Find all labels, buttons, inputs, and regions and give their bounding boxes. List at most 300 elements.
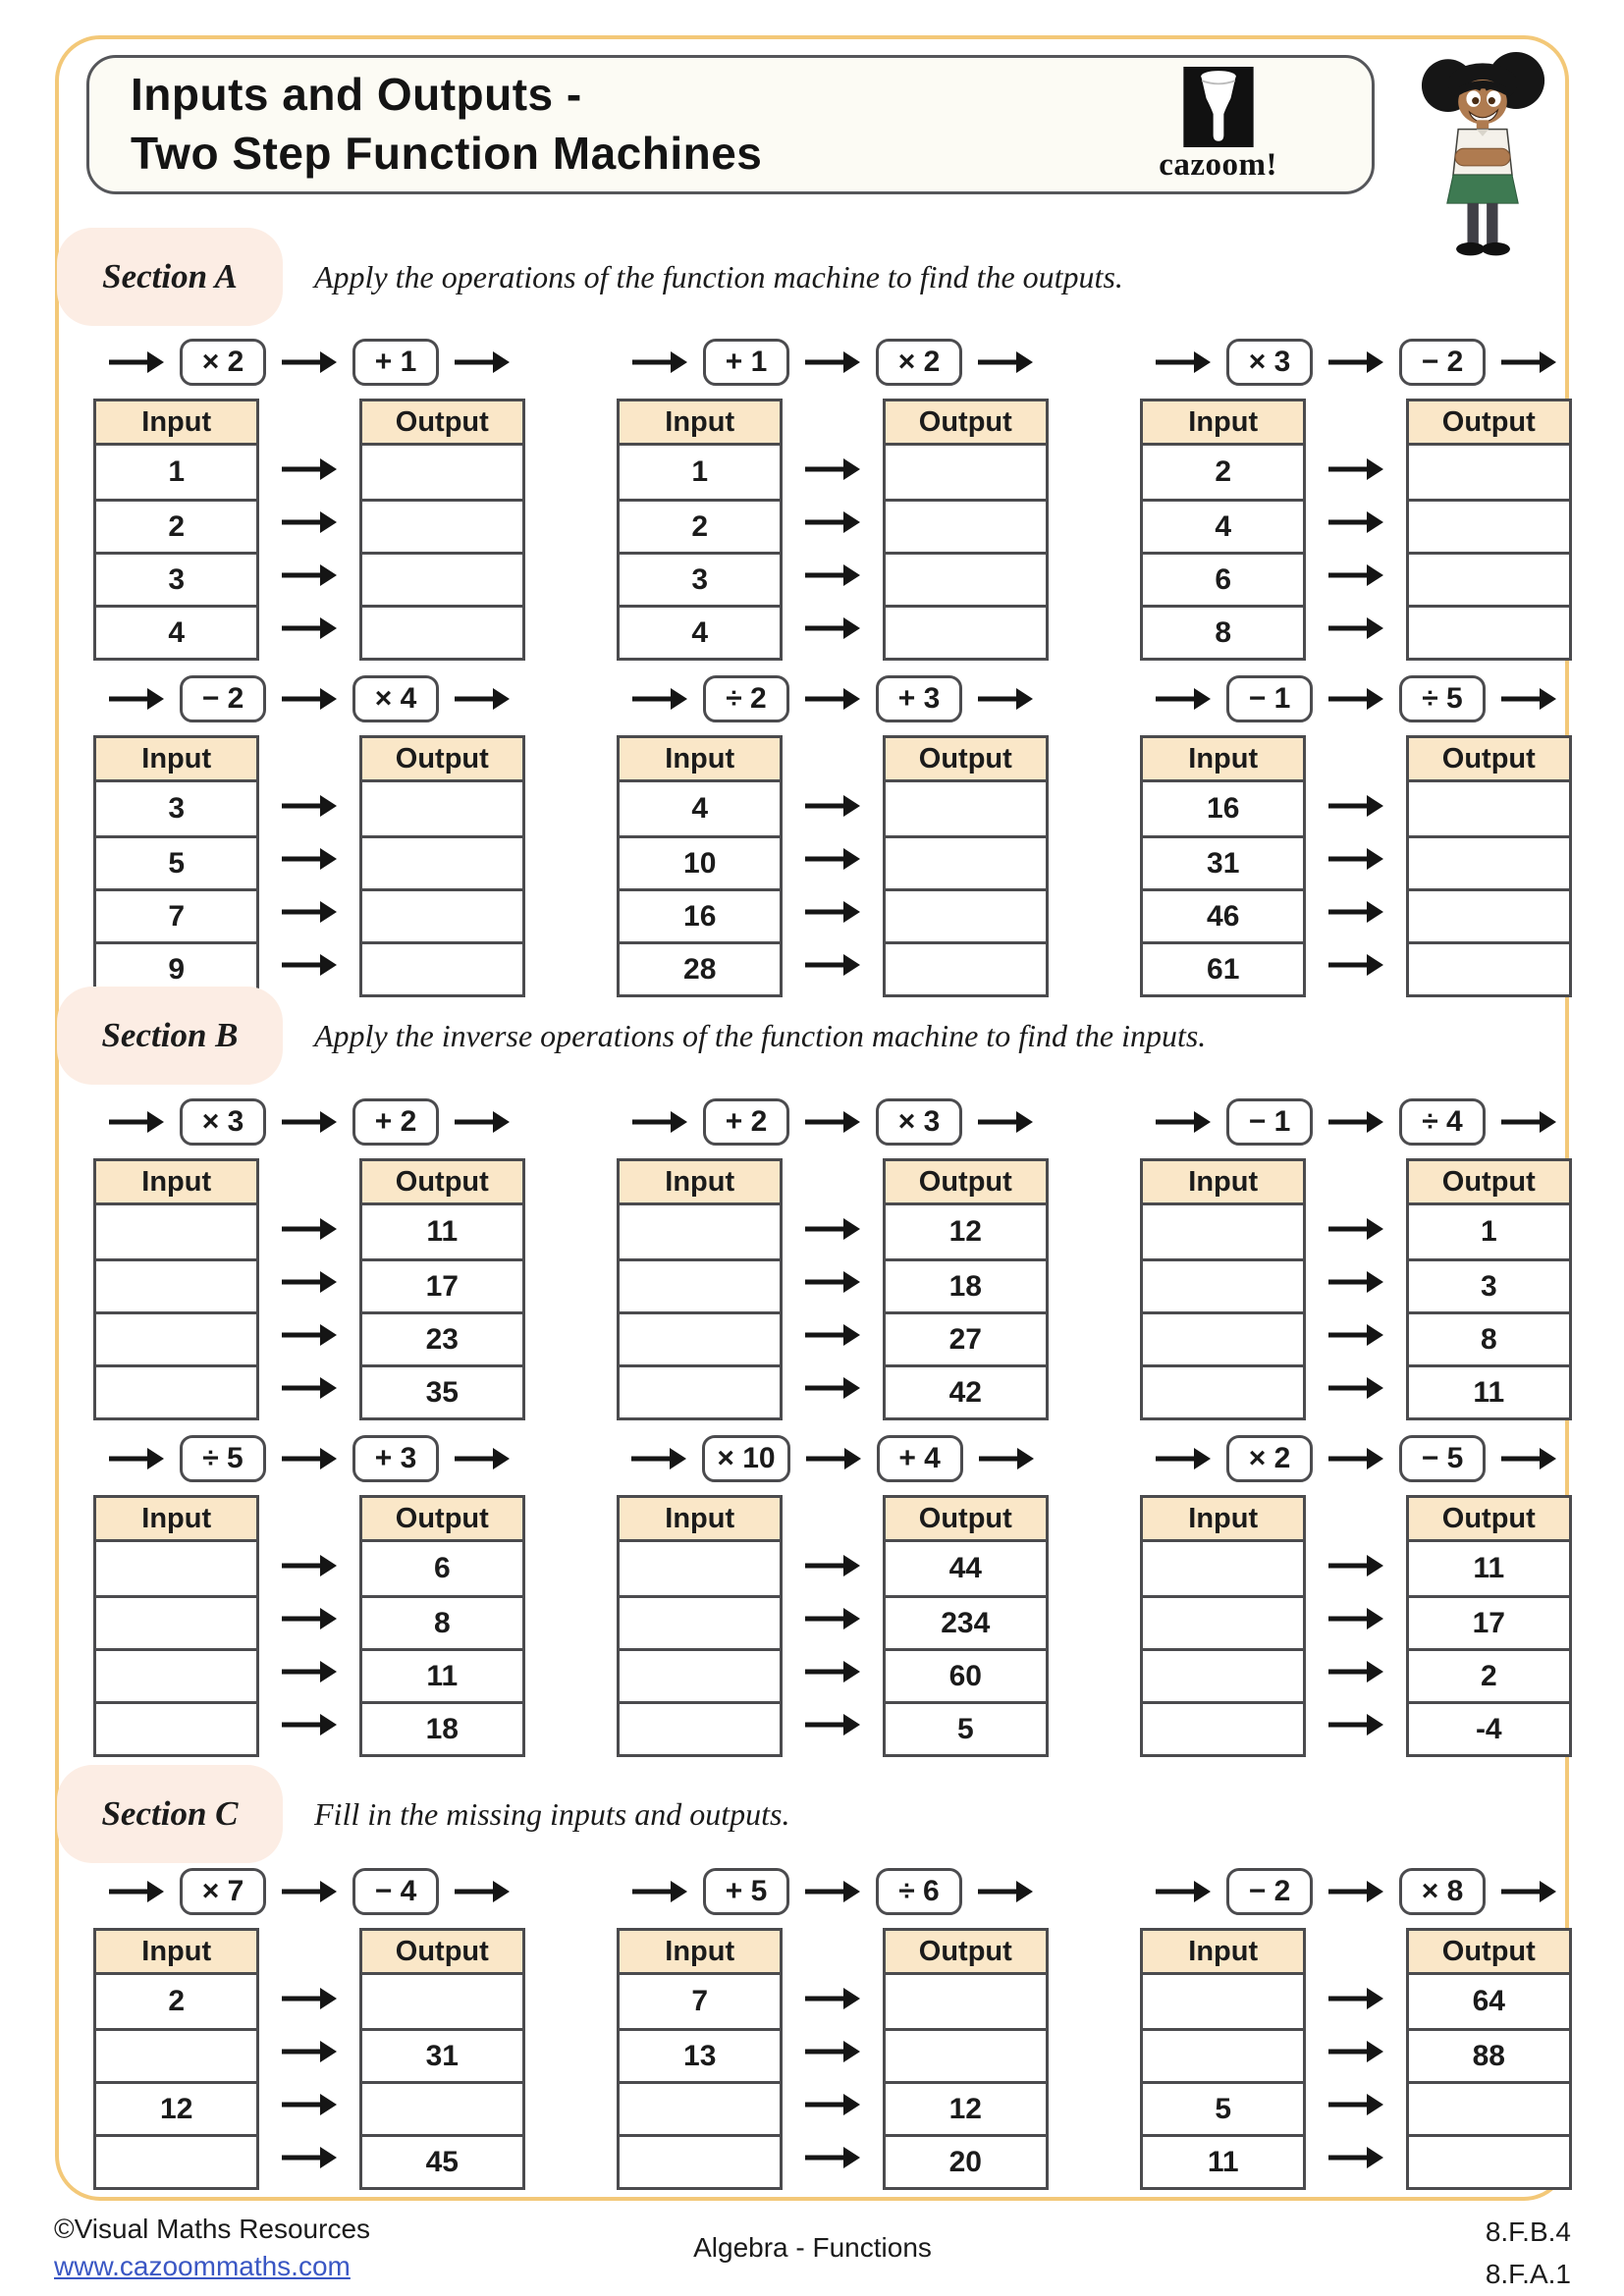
row-arrow-icon: [1328, 794, 1383, 818]
input-cell: [620, 2134, 780, 2187]
row-arrow-slot: [1306, 496, 1405, 549]
output-table: [1406, 1158, 1572, 1420]
output-table: [883, 1495, 1049, 1757]
output-cell: [362, 835, 522, 888]
operation-box-1: + 1: [703, 339, 789, 386]
input-column: [620, 446, 780, 658]
input-cell: [1143, 1364, 1303, 1417]
row-arrow-icon: [805, 1713, 860, 1736]
input-cell: 46: [1143, 888, 1303, 941]
row-arrow-icon: [282, 900, 337, 924]
function-machine: [1140, 674, 1572, 997]
operation-row: [1140, 1434, 1572, 1483]
output-cell: [362, 499, 522, 552]
row-arrow-icon: [805, 847, 860, 871]
input-cell: 16: [1207, 792, 1240, 825]
input-cell: 5: [96, 835, 256, 888]
flow-arrow-icon: [805, 350, 860, 374]
output-cell: [362, 552, 522, 605]
input-cell: 5: [1143, 2081, 1303, 2134]
operation-box-2: + 3: [876, 675, 962, 722]
row-arrow-icon: [282, 1323, 337, 1347]
output-cell: [1409, 2134, 1569, 2187]
input-table: [93, 1495, 259, 1757]
operation-row: [93, 1867, 525, 1916]
function-machine: [93, 338, 525, 661]
input-cell: 31: [1143, 835, 1303, 888]
input-column: [620, 1975, 780, 2187]
output-column: [886, 782, 1046, 994]
flow-arrow-icon: [1501, 1110, 1556, 1134]
function-machine: [1140, 338, 1572, 661]
input-header: Input: [96, 1498, 256, 1542]
row-arrow-icon: [1328, 1217, 1383, 1241]
output-header: Output: [362, 401, 522, 446]
input-header: Input: [620, 1161, 780, 1205]
footer-topic-label: Algebra - Functions: [693, 2232, 932, 2263]
function-machine: [617, 338, 1049, 661]
flow-arrow-icon: [455, 350, 510, 374]
flow-arrow-icon: [455, 1880, 510, 1903]
operation-box-2: − 2: [1399, 339, 1486, 386]
row-arrow-slot: [783, 443, 882, 496]
operation-box-1: × 2: [180, 339, 266, 386]
output-cell: [886, 552, 1046, 605]
flow-arrow-icon: [978, 687, 1033, 711]
output-cell: 88: [1409, 2028, 1569, 2081]
output-cell: [886, 605, 1046, 658]
output-cell: 11: [1473, 1552, 1505, 1584]
row-arrow-icon: [1328, 1323, 1383, 1347]
output-cell: [362, 605, 522, 658]
row-arrows: [259, 1158, 358, 1415]
section-c-header: [57, 1765, 789, 1863]
input-table: [93, 399, 259, 661]
row-arrow-slot: [783, 832, 882, 885]
output-cell: -4: [1409, 1701, 1569, 1754]
input-cell: [96, 1364, 256, 1417]
output-cell: [886, 446, 1046, 499]
output-table: [1406, 1495, 1572, 1757]
operation-row: [93, 674, 525, 723]
output-table: [359, 735, 525, 997]
flow-arrow-icon: [282, 1880, 337, 1903]
row-arrow-slot: [783, 2131, 882, 2184]
row-arrow-slot: [1306, 938, 1405, 991]
input-header: Input: [620, 1498, 780, 1542]
row-arrows: [259, 1928, 358, 2184]
output-column: [886, 1205, 1046, 1417]
row-arrow-icon: [805, 457, 860, 481]
input-table: [1140, 1495, 1306, 1757]
section-a-header: [57, 228, 1123, 326]
operation-box-2: + 4: [877, 1435, 963, 1482]
input-header: Input: [96, 1931, 256, 1975]
row-arrow-icon: [1328, 2040, 1383, 2063]
output-column: [886, 446, 1046, 658]
row-arrows: [783, 735, 882, 991]
row-arrows: [1306, 1158, 1405, 1415]
output-cell: 3: [1409, 1258, 1569, 1311]
row-arrow-slot: [1306, 1972, 1405, 2025]
operation-row: [617, 1434, 1049, 1483]
function-machine: [617, 1434, 1049, 1757]
io-tables: [617, 1495, 1049, 1757]
input-cell: 8: [1143, 605, 1303, 658]
row-arrow-icon: [805, 900, 860, 924]
io-tables: [617, 1158, 1049, 1420]
row-arrows: [783, 399, 882, 655]
input-cell: [96, 1258, 256, 1311]
input-cell: [1143, 1701, 1303, 1754]
flow-arrow-icon: [978, 350, 1033, 374]
operation-box-2: + 3: [352, 1435, 439, 1482]
row-arrow-icon: [282, 1554, 337, 1577]
operation-box-2: ÷ 4: [1399, 1098, 1486, 1146]
operation-box-1: × 3: [1226, 339, 1313, 386]
row-arrow-slot: [783, 1362, 882, 1415]
input-cell: [620, 1364, 780, 1417]
output-cell: 6: [433, 1552, 451, 1584]
row-arrow-icon: [805, 1987, 860, 2010]
input-cell: 9: [96, 941, 256, 994]
section-c-machines: [93, 1867, 1572, 2190]
row-arrow-slot: [1306, 2131, 1405, 2184]
output-table: [883, 735, 1049, 997]
row-arrow-icon: [805, 1660, 860, 1683]
output-table: [359, 1495, 525, 1757]
row-arrow-slot: [1306, 602, 1405, 655]
flow-arrow-icon: [979, 1447, 1034, 1470]
row-arrow-slot: [783, 779, 882, 832]
row-arrows: [1306, 735, 1405, 991]
output-header: Output: [362, 1161, 522, 1205]
output-cell: [1409, 888, 1569, 941]
input-table: [617, 399, 783, 661]
output-cell: [1409, 446, 1569, 499]
input-cell: 13: [620, 2028, 780, 2081]
flow-arrow-icon: [109, 1110, 164, 1134]
output-header: Output: [362, 1931, 522, 1975]
cazoom-logo-text: cazoom!: [1159, 146, 1277, 183]
cazoom-logo: [1159, 67, 1277, 184]
row-arrow-slot: [1306, 549, 1405, 602]
output-header: Output: [1409, 401, 1569, 446]
flow-arrow-icon: [1328, 1880, 1383, 1903]
input-header: Input: [620, 401, 780, 446]
input-cell: 2: [1215, 455, 1232, 488]
row-arrow-icon: [1328, 2146, 1383, 2169]
input-cell: 16: [620, 888, 780, 941]
output-cell: [362, 446, 522, 499]
input-cell: [96, 1701, 256, 1754]
row-arrow-icon: [282, 2093, 337, 2116]
input-cell: 1: [691, 455, 709, 488]
operation-row: [1140, 1867, 1572, 1916]
row-arrow-icon: [1328, 1660, 1383, 1683]
section-a-machines: [93, 338, 1572, 997]
function-machine: [617, 1867, 1049, 2190]
flow-arrow-icon: [1328, 687, 1383, 711]
function-machine: [1140, 1434, 1572, 1757]
row-arrow-icon: [1328, 847, 1383, 871]
row-arrow-slot: [783, 885, 882, 938]
row-arrow-slot: [1306, 779, 1405, 832]
output-cell: 35: [362, 1364, 522, 1417]
input-column: [96, 1542, 256, 1754]
output-cell: 234: [886, 1595, 1046, 1648]
output-cell: 18: [362, 1701, 522, 1754]
flow-arrow-icon: [109, 1880, 164, 1903]
row-arrow-slot: [259, 2025, 358, 2078]
row-arrow-icon: [282, 1607, 337, 1630]
row-arrow-icon: [282, 510, 337, 534]
output-table: [359, 399, 525, 661]
input-cell: [620, 1258, 780, 1311]
input-cell: [96, 1311, 256, 1364]
row-arrows: [1306, 1928, 1405, 2184]
output-header: Output: [1409, 1931, 1569, 1975]
flow-arrow-icon: [1501, 1447, 1556, 1470]
operation-box-1: − 1: [1226, 675, 1313, 722]
output-column: [1409, 446, 1569, 658]
output-header: Output: [362, 738, 522, 782]
section-a-instruction: Apply the operations of the function machine to find the outputs.: [314, 258, 1123, 294]
operation-box-1: + 5: [703, 1868, 789, 1915]
output-cell: [362, 888, 522, 941]
output-header: Output: [886, 738, 1046, 782]
flow-arrow-icon: [1156, 350, 1211, 374]
input-cell: [620, 1205, 780, 1258]
row-arrow-icon: [282, 1270, 337, 1294]
output-header: Output: [362, 1498, 522, 1542]
output-cell: [1409, 835, 1569, 888]
input-cell: 7: [691, 1985, 709, 2017]
output-cell: [1409, 499, 1569, 552]
operation-row: [1140, 1097, 1572, 1147]
flow-arrow-icon: [1156, 1880, 1211, 1903]
row-arrows: [783, 1495, 882, 1751]
input-cell: [620, 1648, 780, 1701]
output-cell: [1409, 941, 1569, 994]
output-cell: [886, 782, 1046, 835]
row-arrow-slot: [259, 496, 358, 549]
output-table: [359, 1928, 525, 2190]
output-cell: 8: [1409, 1311, 1569, 1364]
output-header: Output: [886, 401, 1046, 446]
input-column: [96, 1975, 256, 2187]
input-table: [617, 735, 783, 997]
operation-box-1: − 1: [1226, 1098, 1313, 1146]
output-cell: 45: [362, 2134, 522, 2187]
row-arrow-slot: [783, 1255, 882, 1308]
input-cell: [1143, 1648, 1303, 1701]
row-arrow-slot: [259, 1362, 358, 1415]
input-cell: 61: [1143, 941, 1303, 994]
row-arrow-icon: [282, 1987, 337, 2010]
footer-standard-2: 8.F.A.1: [1485, 2259, 1571, 2290]
row-arrow-slot: [259, 602, 358, 655]
input-cell: 4: [1143, 499, 1303, 552]
row-arrow-icon: [1328, 953, 1383, 977]
flow-arrow-icon: [632, 1880, 687, 1903]
input-header: Input: [1143, 1931, 1303, 1975]
row-arrow-slot: [783, 1308, 882, 1362]
row-arrow-slot: [783, 2078, 882, 2131]
output-column: [886, 1975, 1046, 2187]
row-arrow-slot: [1306, 1592, 1405, 1645]
operation-box-1: − 2: [1226, 1868, 1313, 1915]
row-arrow-icon: [805, 953, 860, 977]
output-cell: [362, 1975, 522, 2028]
output-cell: [886, 835, 1046, 888]
operation-box-2: + 2: [352, 1098, 439, 1146]
row-arrow-icon: [805, 1270, 860, 1294]
row-arrow-icon: [1328, 1713, 1383, 1736]
row-arrow-icon: [1328, 1607, 1383, 1630]
operation-row: [617, 338, 1049, 387]
row-arrow-icon: [805, 2146, 860, 2169]
flow-arrow-icon: [455, 687, 510, 711]
operation-box-1: + 2: [703, 1098, 789, 1146]
flow-arrow-icon: [1328, 350, 1383, 374]
output-cell: [362, 2081, 522, 2134]
function-machine: [93, 1434, 525, 1757]
row-arrow-icon: [282, 847, 337, 871]
output-cell: 12: [886, 2081, 1046, 2134]
output-cell: [886, 2028, 1046, 2081]
row-arrow-slot: [259, 1539, 358, 1592]
input-column: [1143, 782, 1303, 994]
operation-box-1: × 3: [180, 1098, 266, 1146]
input-column: [1143, 1975, 1303, 2187]
output-table: [359, 1158, 525, 1420]
input-cell: [1143, 2028, 1303, 2081]
page-footer: [54, 2211, 1571, 2289]
input-header: Input: [96, 401, 256, 446]
output-cell: 31: [362, 2028, 522, 2081]
section-b-header: [57, 987, 1206, 1085]
section-b-label: Section B: [57, 987, 283, 1085]
input-cell: 28: [620, 941, 780, 994]
output-cell: [1409, 782, 1569, 835]
operation-row: [1140, 674, 1572, 723]
output-cell: [1409, 2081, 1569, 2134]
output-column: [886, 1542, 1046, 1754]
row-arrow-icon: [805, 1217, 860, 1241]
output-column: [1409, 1542, 1569, 1754]
input-cell: 10: [620, 835, 780, 888]
input-header: Input: [1143, 1161, 1303, 1205]
operation-row: [93, 1434, 525, 1483]
row-arrow-icon: [805, 1323, 860, 1347]
row-arrow-icon: [1328, 1987, 1383, 2010]
function-machine: [1140, 1867, 1572, 2190]
input-header: Input: [620, 738, 780, 782]
input-column: [96, 446, 256, 658]
row-arrow-icon: [1328, 563, 1383, 587]
row-arrow-slot: [259, 1255, 358, 1308]
output-header: Output: [886, 1498, 1046, 1542]
flow-arrow-icon: [109, 687, 164, 711]
flow-arrow-icon: [631, 1447, 686, 1470]
flow-arrow-icon: [632, 687, 687, 711]
row-arrow-icon: [805, 2093, 860, 2116]
operation-box-1: × 7: [180, 1868, 266, 1915]
output-cell: 11: [1409, 1364, 1569, 1417]
row-arrow-slot: [1306, 1202, 1405, 1255]
input-column: [96, 1205, 256, 1417]
row-arrow-icon: [282, 2146, 337, 2169]
output-table: [883, 1928, 1049, 2190]
flow-arrow-icon: [282, 687, 337, 711]
row-arrow-slot: [1306, 1255, 1405, 1308]
operation-row: [1140, 338, 1572, 387]
input-column: [96, 782, 256, 994]
output-cell: 60: [886, 1648, 1046, 1701]
footer-website-link[interactable]: www.cazoommaths.com: [54, 2250, 351, 2281]
input-cell: [1143, 1311, 1303, 1364]
flow-arrow-icon: [806, 1447, 861, 1470]
input-table: [93, 735, 259, 997]
output-cell: [1409, 552, 1569, 605]
operation-box-2: − 4: [352, 1868, 439, 1915]
operation-box-2: + 1: [352, 339, 439, 386]
output-cell: 17: [362, 1258, 522, 1311]
row-arrows: [259, 735, 358, 991]
row-arrow-icon: [282, 1376, 337, 1400]
row-arrow-slot: [783, 496, 882, 549]
output-column: [362, 446, 522, 658]
operation-box-1: − 2: [180, 675, 266, 722]
input-table: [93, 1158, 259, 1420]
row-arrow-slot: [783, 1698, 882, 1751]
io-tables: [1140, 1495, 1572, 1757]
output-column: [362, 782, 522, 994]
row-arrow-icon: [805, 563, 860, 587]
input-cell: [1143, 1205, 1303, 1258]
operation-box-1: × 2: [1226, 1435, 1313, 1482]
row-arrow-slot: [259, 1308, 358, 1362]
io-tables: [1140, 1158, 1572, 1420]
input-header: Input: [1143, 1498, 1303, 1542]
flow-arrow-icon: [1501, 350, 1556, 374]
flow-arrow-icon: [1501, 687, 1556, 711]
input-cell: [620, 1311, 780, 1364]
flow-arrow-icon: [1156, 1447, 1211, 1470]
output-column: [1409, 782, 1569, 994]
input-cell: 1: [168, 455, 186, 488]
input-cell: [1143, 1258, 1303, 1311]
operation-row: [93, 338, 525, 387]
operation-box-2: ÷ 6: [876, 1868, 962, 1915]
input-cell: [96, 1648, 256, 1701]
input-cell: 6: [1143, 552, 1303, 605]
function-machine: [93, 1097, 525, 1420]
footer-left: [54, 2211, 370, 2285]
input-cell: [96, 2028, 256, 2081]
output-cell: 17: [1409, 1595, 1569, 1648]
flow-arrow-icon: [805, 1880, 860, 1903]
operation-row: [617, 674, 1049, 723]
input-cell: [620, 1542, 780, 1595]
row-arrow-icon: [282, 457, 337, 481]
input-cell: [96, 1542, 256, 1595]
output-table: [1406, 399, 1572, 661]
io-tables: [93, 1158, 525, 1420]
input-table: [1140, 1928, 1306, 2190]
student-character-illustration: [1410, 51, 1555, 259]
